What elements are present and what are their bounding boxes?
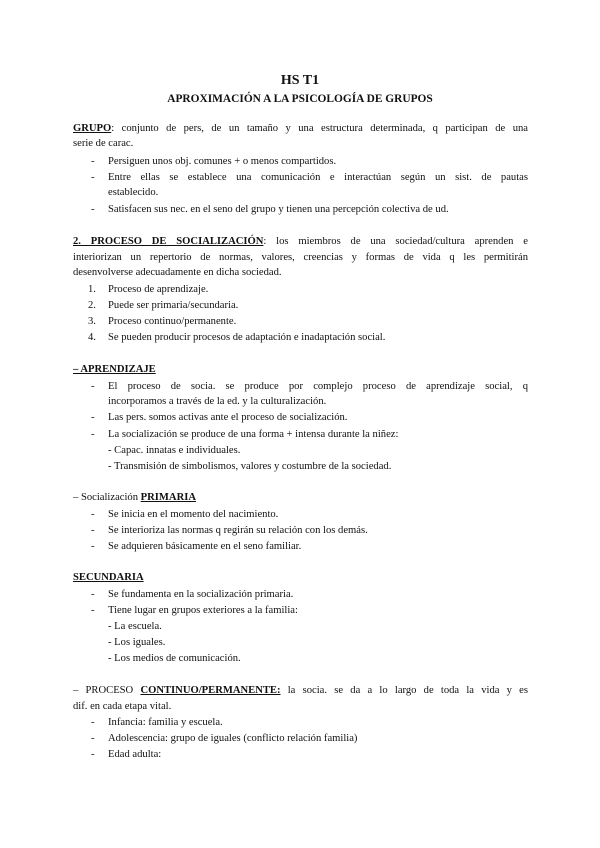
- bullet-dash: -: [91, 204, 95, 215]
- grupo-item-2-cont: establecido.: [108, 187, 159, 198]
- proceso-item-3: Proceso continuo/permanente.: [108, 316, 237, 327]
- primaria-item-1: Se inicia en el momento del nacimiento.: [108, 509, 279, 520]
- grupo-definition-line-2: serie de carac.: [73, 138, 134, 149]
- bullet-dash: -: [91, 172, 95, 183]
- secundaria-subitem-1: - La escuela.: [108, 621, 162, 632]
- aprendizaje-item-3: La socialización se produce de una forma + intensa durante la niñez:: [108, 429, 399, 440]
- continuo-text: la socia. se da a lo largo de toda la vida y es: [280, 685, 529, 696]
- proceso-item-1: Proceso de aprendizaje.: [108, 284, 209, 295]
- secundaria-subitem-2: - Los iguales.: [108, 637, 166, 648]
- list-number: 4.: [88, 332, 96, 343]
- document-title: HS T1: [280, 73, 320, 88]
- aprendizaje-item-1: El proceso de socia. se produce por complejo proceso de aprendizaje social, q: [108, 381, 528, 392]
- aprendizaje-heading: – APRENDIZAJE: [73, 364, 156, 375]
- bullet-dash: -: [91, 733, 95, 744]
- continuo-line-2: dif. en cada etapa vital.: [73, 701, 172, 712]
- aprendizaje-item-1-cont: incorporamos a través de la ed. y la culturalización.: [108, 396, 327, 407]
- document-subtitle: APROXIMACIÓN A LA PSICOLOGÍA DE GRUPOS: [167, 93, 433, 105]
- primaria-heading: [73, 491, 196, 505]
- proceso-line-2: interiorizan un repertorio de normas, valores, creencias y formas de vida q les permitirán: [73, 252, 528, 263]
- aprendizaje-subitem-1: - Capac. innatas e individuales.: [108, 445, 241, 456]
- bullet-dash: -: [91, 749, 95, 760]
- primaria-item-2: Se interioriza las normas q regirán su relación con los demás.: [108, 525, 368, 536]
- proceso-line-1: [73, 235, 528, 249]
- bullet-dash: -: [91, 541, 95, 552]
- continuo-item-3: Edad adulta:: [108, 749, 162, 760]
- secundaria-subitem-3: - Los medios de comunicación.: [108, 653, 241, 664]
- aprendizaje-item-2: Las pers. somos activas ante el proceso de socialización.: [108, 412, 348, 423]
- continuo-term: CONTINUO/PERMANENTE:: [140, 685, 281, 696]
- bullet-dash: -: [91, 717, 95, 728]
- secundaria-heading: SECUNDARIA: [73, 572, 144, 583]
- proceso-line-3: desenvolverse adecuadamente en dicha sociedad.: [73, 267, 282, 278]
- grupo-item-3: Satisfacen sus nec. en el seno del grupo y tienen una percepción colectiva de ud.: [108, 204, 449, 215]
- primaria-item-3: Se adquieren básicamente en el seno familiar.: [108, 541, 302, 552]
- grupo-definition-text: : conjunto de pers, de un tamaño y una estructura determinada, q participan de una: [111, 123, 528, 134]
- bullet-dash: -: [91, 429, 95, 440]
- continuo-line-1: [73, 684, 528, 698]
- bullet-dash: -: [91, 589, 95, 600]
- aprendizaje-subitem-2: - Transmisión de simbolismos, valores y costumbre de la sociedad.: [108, 461, 392, 472]
- bullet-dash: -: [91, 381, 95, 392]
- secundaria-item-1: Se fundamenta en la socialización primaria.: [108, 589, 294, 600]
- grupo-definition-line-1: [73, 122, 528, 136]
- list-number: 1.: [88, 284, 96, 295]
- grupo-item-1: Persiguen unos obj. comunes + o menos compartidos.: [108, 156, 337, 167]
- list-number: 3.: [88, 316, 96, 327]
- primaria-prefix: – Socialización: [73, 492, 141, 503]
- proceso-text: : los miembros de una sociedad/cultura aprenden e: [263, 236, 528, 247]
- proceso-item-4: Se pueden producir procesos de adaptación e inadaptación social.: [108, 332, 386, 343]
- primaria-term: PRIMARIA: [140, 492, 196, 503]
- bullet-dash: -: [91, 525, 95, 536]
- proceso-term: 2. PROCESO DE SOCIALIZACIÓN: [73, 236, 264, 247]
- grupo-item-2: Entre ellas se establece una comunicación e interactúan según un sist. de pautas: [108, 172, 528, 183]
- list-number: 2.: [88, 300, 96, 311]
- secundaria-item-2: Tiene lugar en grupos exteriores a la familia:: [108, 605, 298, 616]
- bullet-dash: -: [91, 509, 95, 520]
- continuo-item-2: Adolescencia: grupo de iguales (conflicto relación familia): [108, 733, 358, 744]
- grupo-term: GRUPO: [73, 123, 112, 134]
- continuo-prefix: – PROCESO: [73, 685, 141, 696]
- continuo-item-1: Infancia: familia y escuela.: [108, 717, 223, 728]
- proceso-item-2: Puede ser primaria/secundaria.: [108, 300, 239, 311]
- bullet-dash: -: [91, 412, 95, 423]
- bullet-dash: -: [91, 156, 95, 167]
- bullet-dash: -: [91, 605, 95, 616]
